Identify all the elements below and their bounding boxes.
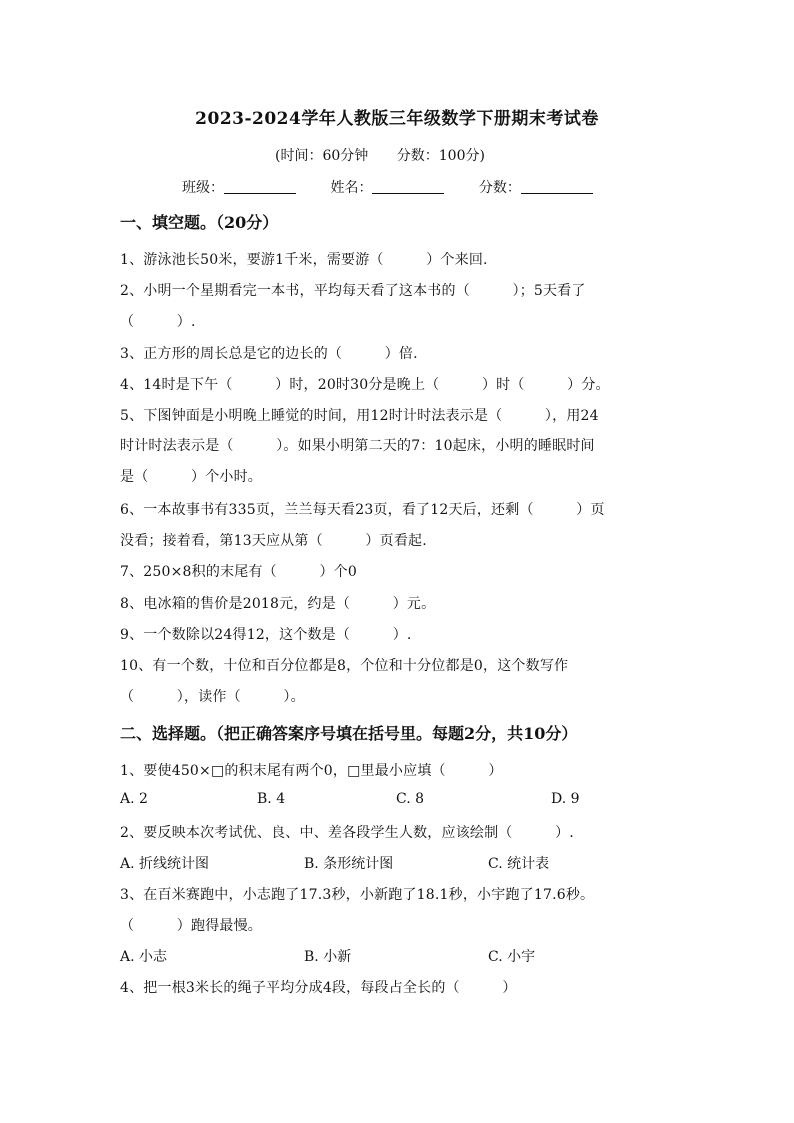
option-a: A. 小志 <box>120 949 168 965</box>
score-field <box>479 177 593 197</box>
fill-in-line: （ ），读作（ ）。 <box>120 689 305 705</box>
option-c: C. 小宇 <box>488 949 536 965</box>
fill-in-line: 6、一本故事书有335页，兰兰每天看23页，看了12天后，还剩（ ）页 <box>120 502 605 518</box>
name-blank[interactable] <box>372 179 444 194</box>
fill-in-line: 1、游泳池长50米，要游1千米，需要游（ ）个来回. <box>120 252 488 268</box>
fill-in-line: 9、一个数除以24得12，这个数是（ ）. <box>120 627 412 643</box>
fill-in-line: 7、250×8积的末尾有（ ）个0 <box>120 564 357 580</box>
exam-total-score: 分数：100分) <box>396 148 485 164</box>
exam-title: 2023-2024学年人教版三年级数学下册期末考试卷 <box>195 109 599 129</box>
exam-time: (时间：60分钟 <box>275 148 369 164</box>
fill-in-line: （ ）. <box>120 314 196 330</box>
fill-in-line: 3、正方形的周长总是它的边长的（ ）倍. <box>120 346 418 362</box>
score-blank[interactable] <box>521 179 593 194</box>
student-info-row <box>182 177 623 197</box>
option-a: A. 折线统计图 <box>120 856 210 872</box>
class-blank[interactable] <box>224 179 296 194</box>
section-fill-in-title: 一、填空题。（20分） <box>120 213 279 232</box>
choice-question-4: 4、把一根3米长的绳子平均分成4段，每段占全长的（ ） <box>120 980 517 996</box>
choice-question-3-cont: （ ）跑得最慢。 <box>120 918 262 934</box>
fill-in-line: 4、14时是下午（ ）时，20时30分是晚上（ ）时（ ）分。 <box>120 377 610 393</box>
exam-subtitle <box>0 145 760 165</box>
option-c: C. 8 <box>396 791 425 807</box>
fill-in-line: 是（ ）个小时。 <box>120 469 262 485</box>
fill-in-line: 10、有一个数，十位和百分位都是8，个位和十分位都是0，这个数写作 <box>120 658 569 674</box>
fill-in-line: 8、电冰箱的售价是2018元，约是（ ）元。 <box>120 596 436 612</box>
fill-in-line: 5、下图钟面是小明晚上睡觉的时间，用12时计时法表示是（ ），用24 <box>120 408 599 424</box>
fill-in-line: 2、小明一个星期看完一本书，平均每天看了这本书的（ ）；5天看了 <box>120 283 586 299</box>
class-field <box>182 177 296 197</box>
option-b: B. 4 <box>257 791 286 807</box>
choice-question-1: 1、要使450×□的积末尾有两个0，□里最小应填（ ） <box>120 763 503 779</box>
option-d: D. 9 <box>551 791 580 807</box>
option-b: B. 条形统计图 <box>304 856 394 872</box>
name-field <box>330 177 444 197</box>
section-choice-title: 二、选择题。（把正确答案序号填在括号里。每题2分，共10分） <box>120 724 578 743</box>
option-a: A. 2 <box>120 791 148 807</box>
choice-question-3: 3、在百米赛跑中，小志跑了17.3秒，小新跑了18.1秒，小宇跑了17.6秒。 <box>120 887 595 903</box>
fill-in-line: 没看；接着看，第13天应从第（ ）页看起. <box>120 533 427 549</box>
option-c: C. 统计表 <box>488 856 550 872</box>
fill-in-line: 时计时法表示是（ ）。如果小明第二天的7：10起床，小明的睡眠时间 <box>120 438 595 454</box>
score-label: 分数： <box>478 180 521 196</box>
class-label: 班级： <box>182 180 224 196</box>
name-label: 姓名： <box>330 180 373 196</box>
choice-question-2: 2、要反映本次考试优、良、中、差各段学生人数，应该绘制（ ）. <box>120 825 574 841</box>
option-b: B. 小新 <box>304 949 352 965</box>
